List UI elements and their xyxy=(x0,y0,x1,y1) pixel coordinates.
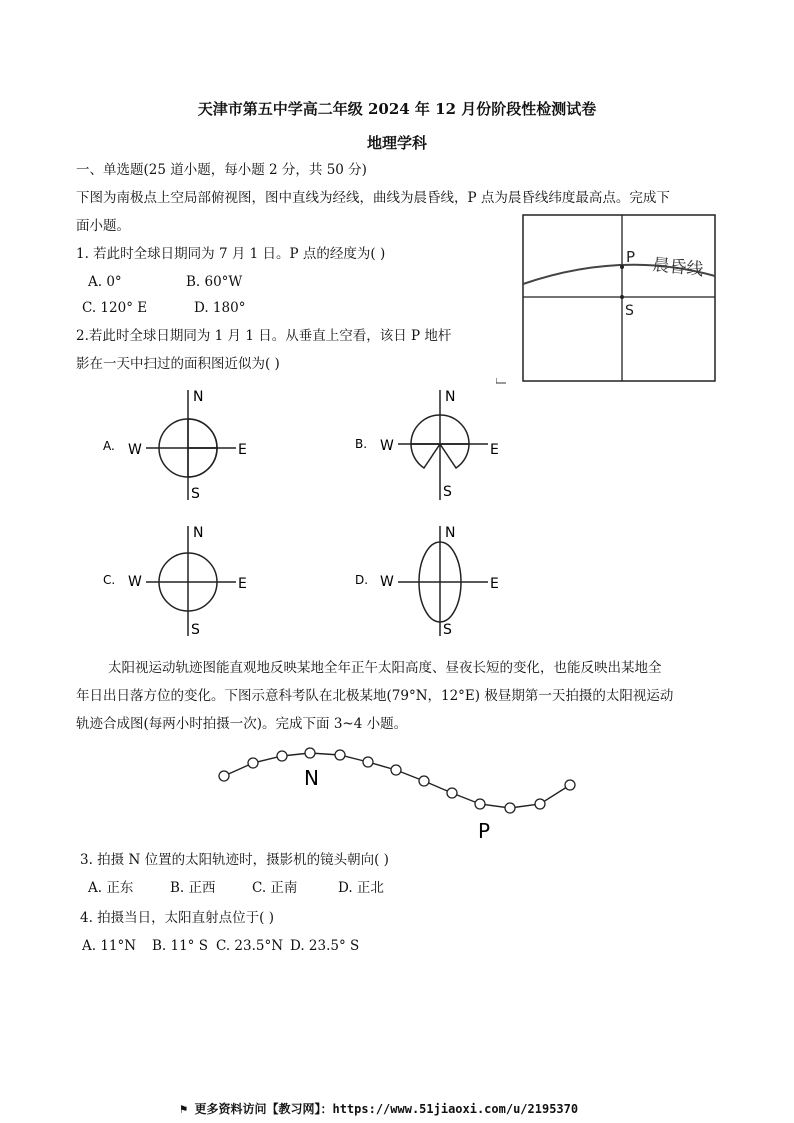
q4-option-a[interactable]: A. 11°N xyxy=(82,938,137,954)
sun-position-marker xyxy=(419,776,429,786)
east-label: E xyxy=(238,442,247,458)
sun-position-marker xyxy=(305,748,315,758)
intro2-line3: 轨迹合成图(每两小时拍摄一次)。完成下面 3~4 小题。 xyxy=(76,716,408,732)
compass-option-a[interactable] xyxy=(100,384,260,504)
west-label: W xyxy=(380,438,394,454)
sun-position-marker xyxy=(505,803,515,813)
page-subtitle: 地理学科 xyxy=(366,134,427,152)
option-c-label: C. xyxy=(103,573,116,587)
q4-option-d[interactable]: D. 23.5° S xyxy=(290,938,360,954)
north-label: N xyxy=(445,389,456,405)
q4-option-b[interactable]: B. 11° S xyxy=(152,938,208,954)
intro1-line2: 面小题。 xyxy=(76,218,130,234)
sun-path-figure xyxy=(210,738,590,848)
q4-option-c[interactable]: C. 23.5°N xyxy=(216,938,284,954)
terminator-label: 晨昏线 xyxy=(651,255,705,281)
footer[interactable] xyxy=(180,1100,578,1117)
sun-position-marker xyxy=(535,799,545,809)
figure-frame xyxy=(523,215,715,381)
sun-position-marker xyxy=(391,765,401,775)
polar-view-figure xyxy=(496,210,726,390)
west-label: W xyxy=(128,442,142,458)
q1-option-a[interactable]: A. 0° xyxy=(88,274,122,290)
q2-stem-line1: 2.若此时全球日期同为 1 月 1 日。从垂直上空看，该日 P 地杆 xyxy=(76,328,452,344)
q3-option-b[interactable]: B. 正西 xyxy=(170,880,216,896)
west-label: W xyxy=(380,574,394,590)
q3-option-c[interactable]: C. 正南 xyxy=(252,880,298,896)
sun-position-marker xyxy=(363,757,373,767)
q3-option-d[interactable]: D. 正北 xyxy=(338,880,384,896)
west-label: W xyxy=(128,574,142,590)
n-label: N xyxy=(304,766,319,790)
q2-stem-line2: 影在一天中扫过的面积图近似为( ) xyxy=(76,356,280,372)
sun-position-marker xyxy=(565,780,575,790)
q3-stem: 3. 拍摄 N 位置的太阳轨迹时，摄影机的镜头朝向( ) xyxy=(80,852,389,868)
s-label: S xyxy=(625,303,634,319)
south-label: S xyxy=(191,486,200,502)
sun-position-marker xyxy=(475,799,485,809)
south-label: S xyxy=(443,622,452,638)
east-label: E xyxy=(238,576,247,592)
footer-link[interactable]: 更多资料访问【教习网】：https://www.51jiaoxi.com/u/2195370 xyxy=(194,1102,579,1116)
intro2-line2: 年日出日落方位的变化。下图示意科考队在北极某地(79°N，12°E) 极昼期第一天拍摄的太阳视运动 xyxy=(76,688,674,704)
south-label: S xyxy=(443,484,452,500)
compass-option-b[interactable] xyxy=(352,384,512,504)
option-a-label: A. xyxy=(103,439,115,453)
intro2-line1: 太阳视运动轨迹图能直观地反映某地全年正午太阳高度、昼夜长短的变化，也能反映出某地全 xyxy=(108,660,662,676)
north-label: N xyxy=(193,525,204,541)
page-title: 天津市第五中学高二年级 2024 年 12 月份阶段性检测试卷 xyxy=(197,100,597,118)
sun-position-marker xyxy=(335,750,345,760)
option-d-label: D. xyxy=(355,573,369,587)
option-b-label: B. xyxy=(355,437,368,451)
q1-option-d[interactable]: D. 180° xyxy=(194,300,246,316)
north-label: N xyxy=(193,389,204,405)
sun-position-marker xyxy=(248,758,258,768)
sun-position-marker xyxy=(277,751,287,761)
intro1-line1: 下图为南极点上空局部俯视图，图中直线为经线，曲线为晨昏线，P 点为晨昏线纬度最高点。完成下 xyxy=(76,190,670,206)
east-label: E xyxy=(490,576,499,592)
compass-option-c[interactable] xyxy=(100,520,260,640)
section-heading: 一、单选题(25 道小题，每小题 2 分，共 50 分) xyxy=(76,162,367,178)
q1-option-c[interactable]: C. 120° E xyxy=(82,300,148,316)
q1-stem: 1. 若此时全球日期同为 7 月 1 日。P 点的经度为( ) xyxy=(76,246,386,262)
sun-position-marker xyxy=(219,771,229,781)
q4-stem: 4. 拍摄当日，太阳直射点位于( ) xyxy=(80,910,274,926)
flag-icon: ⚑ xyxy=(180,1102,188,1116)
north-label: N xyxy=(445,525,456,541)
q1-option-b[interactable]: B. 60°W xyxy=(186,274,243,290)
south-label: S xyxy=(191,622,200,638)
p-label: P xyxy=(478,819,491,843)
p-label: P xyxy=(626,248,636,266)
east-label: E xyxy=(490,442,499,458)
compass-option-d[interactable] xyxy=(352,520,512,640)
q3-option-a[interactable]: A. 正东 xyxy=(88,880,134,896)
sun-position-marker xyxy=(447,788,457,798)
